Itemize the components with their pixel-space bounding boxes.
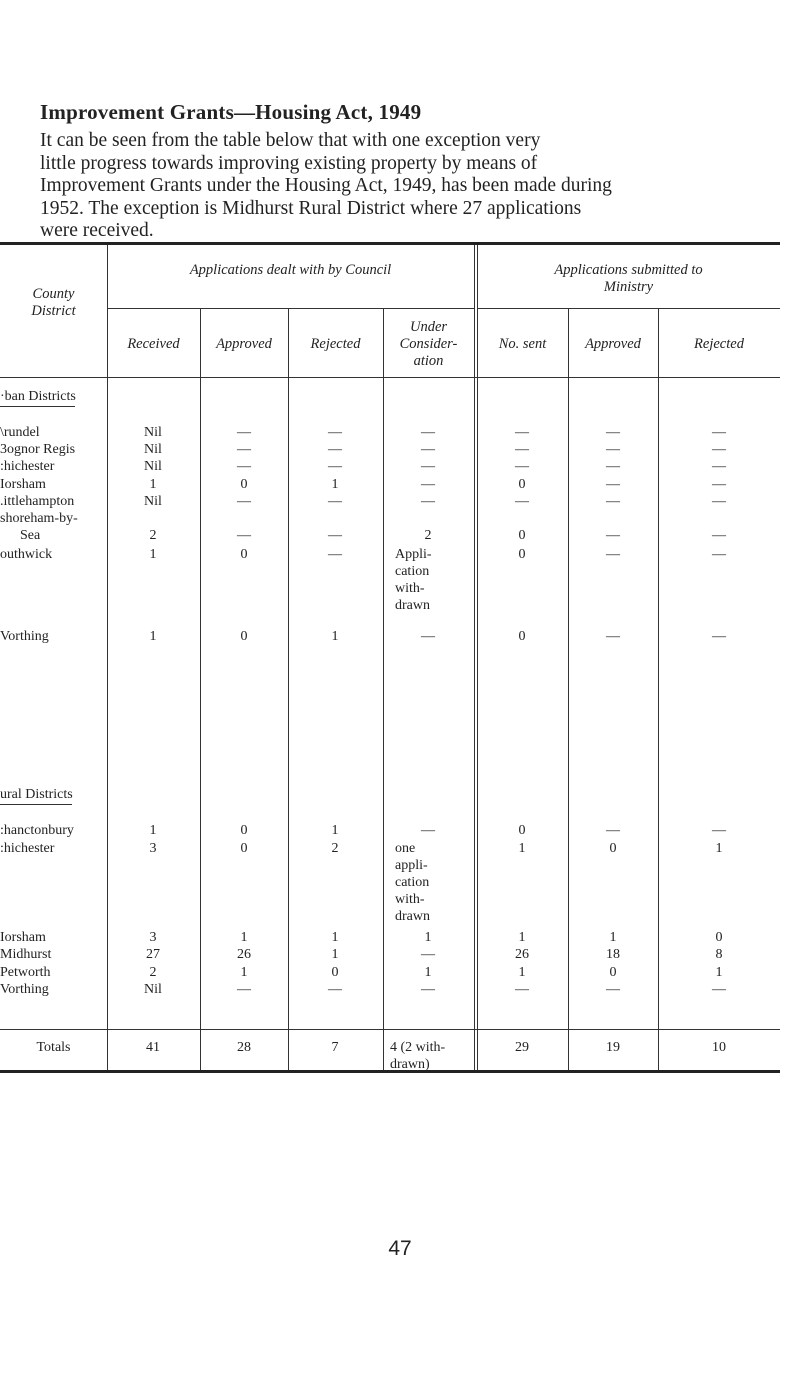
cell-m_app: — bbox=[606, 477, 620, 492]
cell-approved: 0 bbox=[240, 477, 248, 492]
district-name: 3ognor Regis bbox=[0, 442, 76, 457]
header-county-district bbox=[0, 286, 107, 320]
cell-under: — bbox=[421, 442, 435, 457]
district-name-cont: Sea bbox=[20, 528, 41, 543]
cell-m_app: 0 bbox=[609, 841, 617, 856]
cell-m_app: 0 bbox=[609, 965, 617, 980]
cell-under: — bbox=[421, 982, 435, 997]
cell-received: 3 bbox=[149, 930, 157, 945]
cell-m_rej: — bbox=[712, 823, 726, 838]
cell-m_app: — bbox=[606, 425, 620, 440]
header-council-group: Applications dealt with by Council bbox=[189, 262, 392, 278]
cell-under: — bbox=[421, 425, 435, 440]
cell-sent: 1 bbox=[518, 930, 526, 945]
cell-approved: — bbox=[237, 982, 251, 997]
cell-under: 1 bbox=[424, 930, 432, 945]
cell-received: Nil bbox=[144, 494, 162, 509]
col-divider bbox=[200, 309, 201, 1070]
cell-sent: 26 bbox=[515, 947, 529, 962]
cell-received: 1 bbox=[149, 823, 157, 838]
cell-approved: — bbox=[237, 425, 251, 440]
cell-under-line: appli- bbox=[395, 858, 428, 873]
cell-under-line: with- bbox=[395, 581, 425, 596]
cell-approved: 26 bbox=[237, 947, 251, 962]
header-under-consideration bbox=[383, 319, 474, 370]
cell-under: 1 bbox=[424, 965, 432, 980]
col-divider bbox=[288, 309, 289, 1070]
intro-line: were received. bbox=[40, 220, 154, 241]
cell-sent: — bbox=[515, 459, 529, 474]
section-underline bbox=[0, 406, 75, 407]
totals-m_app: 19 bbox=[606, 1040, 620, 1055]
intro-line: It can be seen from the table below that with one exception very bbox=[40, 130, 541, 151]
totals-approved: 28 bbox=[237, 1040, 251, 1055]
cell-under: — bbox=[421, 494, 435, 509]
cell-sent: 0 bbox=[518, 629, 526, 644]
cell-approved: 0 bbox=[240, 841, 248, 856]
totals-under-line: 4 (2 with- bbox=[390, 1040, 446, 1055]
header-text: District bbox=[31, 303, 76, 319]
cell-received: Nil bbox=[144, 442, 162, 457]
district-name: shoreham-by- bbox=[0, 511, 78, 526]
cell-approved: — bbox=[237, 459, 251, 474]
cell-rejected: — bbox=[328, 982, 342, 997]
cell-rejected: — bbox=[328, 442, 342, 457]
cell-m_app: — bbox=[606, 823, 620, 838]
district-name: Petworth bbox=[0, 965, 51, 980]
section-urban-label: ·ban Districts bbox=[0, 389, 76, 404]
cell-under: — bbox=[421, 459, 435, 474]
cell-under-line: drawn bbox=[395, 909, 430, 924]
cell-m_rej: 0 bbox=[715, 930, 723, 945]
cell-rejected: 1 bbox=[331, 823, 339, 838]
header-text: Ministry bbox=[603, 279, 654, 295]
cell-m_app: — bbox=[606, 528, 620, 543]
cell-rejected: — bbox=[328, 494, 342, 509]
header-text: Under bbox=[409, 319, 448, 335]
cell-m_app: — bbox=[606, 494, 620, 509]
district-name: \rundel bbox=[0, 425, 40, 440]
col-divider bbox=[658, 309, 659, 1070]
header-underline bbox=[0, 377, 780, 378]
cell-m_rej: — bbox=[712, 442, 726, 457]
cell-received: 1 bbox=[149, 477, 157, 492]
header-ministry-approved: Approved bbox=[585, 336, 641, 352]
cell-sent: — bbox=[515, 442, 529, 457]
cell-approved: 1 bbox=[240, 965, 248, 980]
intro-line: 1952. The exception is Midhurst Rural District where 27 applications bbox=[40, 197, 582, 219]
top-rule bbox=[0, 242, 780, 245]
cell-approved: — bbox=[237, 442, 251, 457]
cell-rejected: 1 bbox=[331, 930, 339, 945]
cell-approved: 0 bbox=[240, 823, 248, 838]
cell-m_app: — bbox=[606, 982, 620, 997]
cell-m_app: — bbox=[606, 629, 620, 644]
district-name: Midhurst bbox=[0, 947, 52, 962]
cell-sent: 0 bbox=[518, 477, 526, 492]
intro-line: Improvement Grants under the Housing Act, 1949, has been made during bbox=[40, 175, 612, 196]
cell-under: — bbox=[421, 947, 435, 962]
cell-m_rej: — bbox=[712, 982, 726, 997]
col-divider bbox=[383, 309, 384, 1070]
cell-sent: — bbox=[515, 982, 529, 997]
cell-sent: 0 bbox=[518, 823, 526, 838]
cell-m_app: 18 bbox=[606, 947, 620, 962]
header-received: Received bbox=[127, 336, 180, 352]
cell-m_app: — bbox=[606, 547, 620, 562]
cell-received: 3 bbox=[149, 841, 157, 856]
cell-approved: 0 bbox=[240, 547, 248, 562]
cell-sent: 1 bbox=[518, 841, 526, 856]
cell-rejected: 1 bbox=[331, 947, 339, 962]
header-text: Applications submitted to bbox=[554, 262, 703, 278]
cell-m_rej: — bbox=[712, 629, 726, 644]
district-name: Vorthing bbox=[0, 982, 49, 997]
cell-m_app: — bbox=[606, 442, 620, 457]
district-name: Vorthing bbox=[0, 629, 49, 644]
cell-under-line: with- bbox=[395, 892, 425, 907]
cell-rejected: 1 bbox=[331, 477, 339, 492]
cell-m_rej: — bbox=[712, 459, 726, 474]
col-divider bbox=[107, 245, 108, 1070]
group-underline bbox=[477, 308, 780, 309]
cell-sent: 0 bbox=[518, 547, 526, 562]
cell-received: 1 bbox=[149, 629, 157, 644]
cell-received: 1 bbox=[149, 547, 157, 562]
header-no-sent: No. sent bbox=[498, 336, 547, 352]
cell-received: Nil bbox=[144, 425, 162, 440]
cell-under: — bbox=[421, 823, 435, 838]
header-text: ation bbox=[413, 353, 444, 369]
totals-rejected: 7 bbox=[331, 1040, 339, 1055]
cell-under: — bbox=[421, 477, 435, 492]
district-name: Iorsham bbox=[0, 477, 46, 492]
group-underline bbox=[107, 308, 474, 309]
cell-m_rej: 1 bbox=[715, 965, 723, 980]
cell-m_rej: — bbox=[712, 547, 726, 562]
district-name: :hichester bbox=[0, 459, 55, 474]
cell-received: 27 bbox=[146, 947, 160, 962]
header-approved: Approved bbox=[216, 336, 272, 352]
intro-line: little progress towards improving existing property by means of bbox=[40, 152, 538, 174]
cell-approved: — bbox=[237, 528, 251, 543]
header-text: Consider- bbox=[399, 336, 458, 352]
totals-sent: 29 bbox=[515, 1040, 529, 1055]
cell-approved: — bbox=[237, 494, 251, 509]
cell-rejected: 0 bbox=[331, 965, 339, 980]
cell-sent: 1 bbox=[518, 965, 526, 980]
district-name: outhwick bbox=[0, 547, 53, 562]
cell-approved: 0 bbox=[240, 629, 248, 644]
cell-m_app: 1 bbox=[609, 930, 617, 945]
header-ministry-rejected: Rejected bbox=[694, 336, 744, 352]
section-rural-label: ural Districts bbox=[0, 787, 73, 802]
header-ministry-group bbox=[477, 262, 780, 296]
cell-received: Nil bbox=[144, 459, 162, 474]
cell-under-line: Appli- bbox=[395, 547, 432, 562]
col-divider bbox=[474, 245, 475, 1070]
district-name: Iorsham bbox=[0, 930, 46, 945]
totals-label: Totals bbox=[36, 1040, 71, 1055]
cell-rejected: 2 bbox=[331, 841, 339, 856]
cell-received: 2 bbox=[149, 965, 157, 980]
cell-under-line: cation bbox=[395, 875, 430, 890]
cell-under: 2 bbox=[424, 528, 432, 543]
cell-received: 2 bbox=[149, 528, 157, 543]
cell-m_rej: — bbox=[712, 528, 726, 543]
cell-m_rej: — bbox=[712, 477, 726, 492]
cell-rejected: — bbox=[328, 528, 342, 543]
cell-under: — bbox=[421, 629, 435, 644]
col-divider bbox=[477, 245, 478, 1070]
totals-received: 41 bbox=[146, 1040, 160, 1055]
district-name: :hanctonbury bbox=[0, 823, 74, 838]
cell-rejected: 1 bbox=[331, 629, 339, 644]
col-divider bbox=[568, 309, 569, 1070]
cell-m_app: — bbox=[606, 459, 620, 474]
intro-paragraph bbox=[40, 130, 760, 243]
cell-rejected: — bbox=[328, 547, 342, 562]
totals-under-line: drawn) bbox=[390, 1057, 430, 1072]
cell-under-line: one bbox=[395, 841, 416, 856]
page-number: 47 bbox=[388, 1237, 412, 1260]
cell-m_rej: — bbox=[712, 425, 726, 440]
totals-m_rej: 10 bbox=[712, 1040, 726, 1055]
cell-m_rej: 8 bbox=[715, 947, 723, 962]
cell-under-line: cation bbox=[395, 564, 430, 579]
header-rejected: Rejected bbox=[310, 336, 361, 352]
header-text: County bbox=[32, 286, 75, 302]
cell-sent: — bbox=[515, 425, 529, 440]
cell-received: Nil bbox=[144, 982, 162, 997]
cell-rejected: — bbox=[328, 459, 342, 474]
cell-under-line: drawn bbox=[395, 598, 430, 613]
cell-m_rej: — bbox=[712, 494, 726, 509]
totals-rule bbox=[0, 1029, 780, 1030]
cell-sent: 0 bbox=[518, 528, 526, 543]
district-name: :hichester bbox=[0, 841, 55, 856]
cell-m_rej: 1 bbox=[715, 841, 723, 856]
section-underline bbox=[0, 804, 72, 805]
cell-approved: 1 bbox=[240, 930, 248, 945]
cell-rejected: — bbox=[328, 425, 342, 440]
district-name: .ittlehampton bbox=[0, 494, 75, 509]
cell-sent: — bbox=[515, 494, 529, 509]
section-heading: Improvement Grants—Housing Act, 1949 bbox=[40, 100, 422, 124]
